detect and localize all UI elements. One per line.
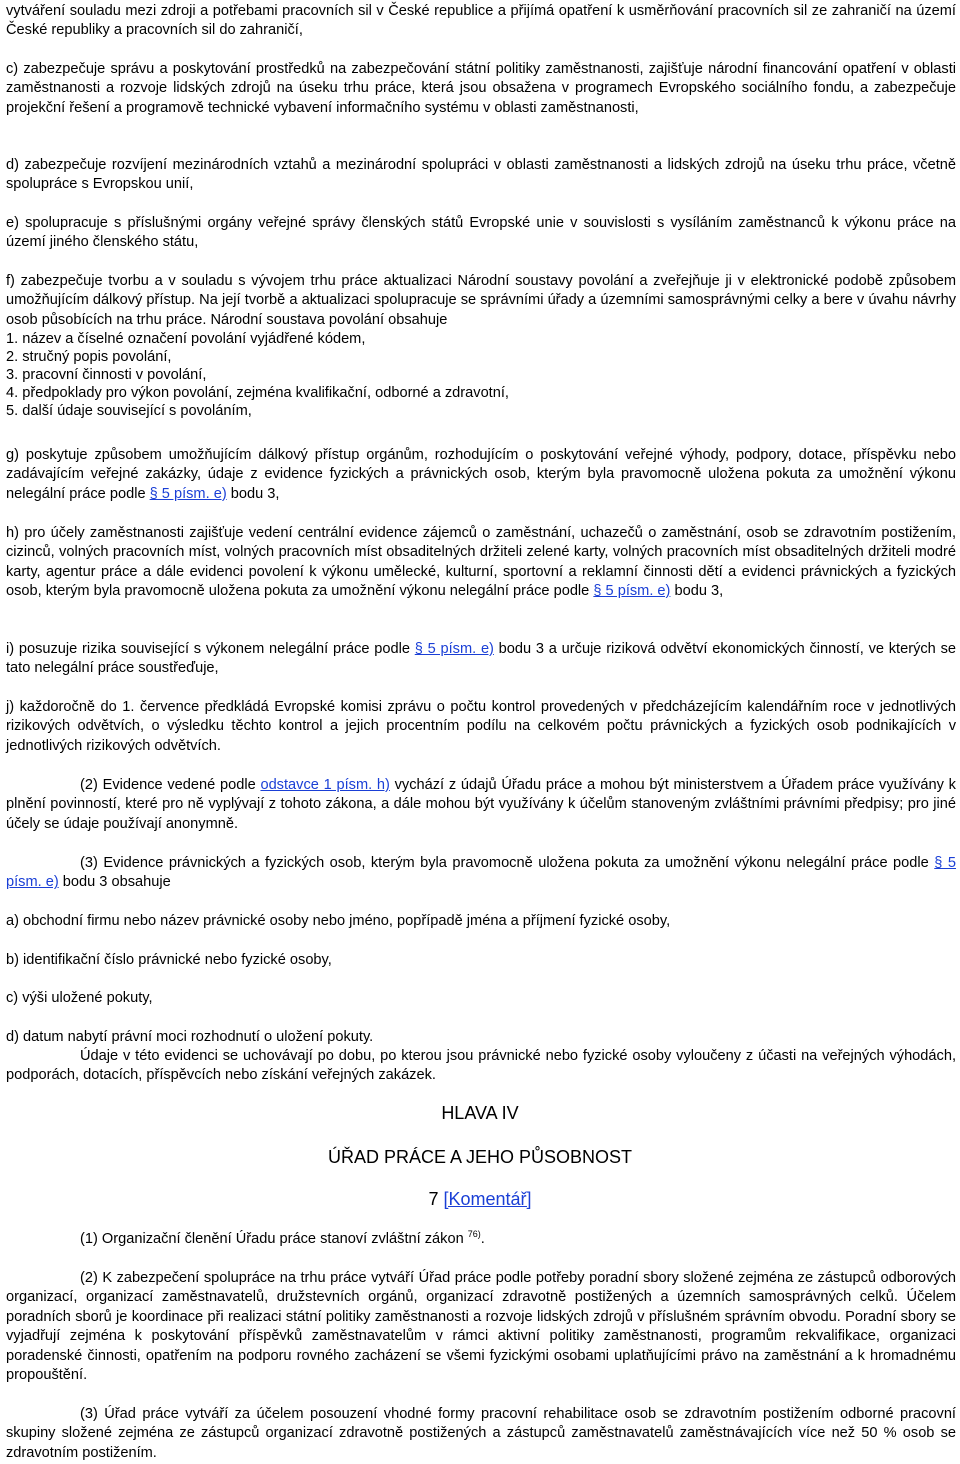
- paragraph-evidence-2: [6, 776, 956, 834]
- chapter-title: ÚŘAD PRÁCE A JEHO PŮSOBNOST: [327, 1147, 633, 1167]
- comment-link[interactable]: [Komentář]: [443, 1189, 532, 1209]
- list-item: 4. předpoklady pro výkon povolání, zejména kvalifikační, odborné a zdravotní,: [6, 385, 509, 401]
- section-5-link[interactable]: § 5 písm. e): [6, 855, 956, 891]
- paragraph-c: c) zabezpečuje správu a poskytování prostředků na zabezpečování státní politiky zaměstnanosti, zajišťuje národní financování opatření v oblasti zaměstnanosti a rozvoje lidských zdrojů na úseku trhu práce, která jsou obsažena v programech Evropského sociálního fondu, a zabezpečuje projekční řešení a programově technické vybavení informačního systému v oblasti zaměstnanosti,: [6, 61, 956, 116]
- footnote-ref[interactable]: 76): [467, 1229, 481, 1240]
- paragraph-evidence-2-text: (2) Evidence vedené podle: [80, 777, 261, 793]
- paragraph-b-continuation: vytváření souladu mezi zdroji a potřebami pracovních sil v České republice a přijímá opatření k usměrňování pracovních sil ze zahraničí na území České republiky a pracovních sil do zahraničí,: [6, 3, 956, 39]
- paragraph-h-text: h) pro účely zaměstnanosti zajišťuje vedení centrální evidence zájemců o zaměstnání, uchazečů o zaměstnání, osob se zdravotním postižením, cizinců, volných pracovních míst, volných pracovních míst obsaditelných držiteli zelené karty, volných pracovních míst obsaditelných držiteli modré karty, agentur práce a dále evidenci povolení k výkonu umělecké, kulturní, sportovní a reklamní činnosti dětí a evidenci právnických a fyzických osob, kterým byla pravomocně uložena pokuta za umožnění výkonu nelegální práce podle: [6, 525, 956, 600]
- paragraph-e: e) spolupracuje s příslušnými orgány veřejné správy členských států Evropské unie v souvislosti s vysíláním zaměstnanců k výkonu práce na území jiného členského státu,: [6, 215, 956, 251]
- section7-paragraph-3: (3) Úřad práce vytváří za účelem posouzení vhodné formy pracovní rehabilitace osob se zdravotním postižením odborné pracovní skupiny složené zejména ze zástupců organizací zdravotně postižených a zástupců zaměstnavatelů zaměstnávajících více než 50 % osob se zdravotním postižením.: [6, 1406, 956, 1461]
- paragraph-i-text: i) posuzuje rizika související s výkonem nelegální práce podle: [6, 641, 410, 657]
- section-number: 7: [428, 1189, 444, 1209]
- section-5-link[interactable]: § 5 písm. e): [414, 641, 494, 657]
- paragraph-retention: Údaje v této evidenci se uchovávají po dobu, po kterou jsou právnické nebo fyzické osoby vyloučeny z účasti na veřejných výhodách, podporách, dotacích, příspěvcích nebo získání veřejných zakázek.: [6, 1048, 956, 1084]
- paragraph-g-end: bodu 3,: [226, 485, 280, 502]
- item-c: c) výši uložené pokuty,: [6, 990, 153, 1006]
- list-item: 1. název a číselné označení povolání vyjádřené kódem,: [6, 331, 366, 347]
- item-d: d) datum nabytí právní moci rozhodnutí o uložení pokuty.: [6, 1029, 374, 1045]
- chapter-heading: HLAVA IV: [441, 1103, 519, 1123]
- list-item: 2. stručný popis povolání,: [6, 349, 172, 365]
- item-b: b) identifikační číslo právnické nebo fyzické osoby,: [6, 952, 332, 968]
- paragraph-h-end: bodu 3,: [670, 583, 724, 600]
- section-heading: [0, 1190, 960, 1209]
- item-a: a) obchodní firmu nebo název právnické osoby nebo jméno, popřípadě jména a příjmení fyzické osoby,: [6, 913, 671, 929]
- paragraph-h: [6, 524, 956, 602]
- paragraph-evidence-2-end: vychází z údajů Úřadu práce a mohou být ministerstvem a Úřadem práce využívány k plnění povinností, které pro ně vyplývají z tohoto zákona, a dále mohou být využívány k účelům stanoveným zvláštními právními předpisy; pro jiné účely se údaje používají anonymně.: [6, 777, 956, 832]
- list-item: 5. další údaje související s povoláním,: [6, 403, 252, 419]
- section7-paragraph-1-text: (1) Organizační členění Úřadu práce stanoví zvláštní zákon: [80, 1231, 464, 1247]
- paragraph-d: d) zabezpečuje rozvíjení mezinárodních vztahů a mezinárodní spolupráci v oblasti zaměstnanosti a lidských zdrojů na úseku trhu práce, včetně spolupráce s Evropskou unií,: [6, 157, 956, 193]
- section7-paragraph-2: (2) K zabezpečení spolupráce na trhu práce vytváří Úřad práce podle potřeby poradní sbory složené zejména ze zástupců odborových organizací, organizací zaměstnavatelů, družstevních orgánů, organizací zdravotně postižených a územních samosprávných celků. Účelem poradních sborů je koordinace při realizaci státní politiky zaměstnanosti a rozvoje lidských zdrojů v příslušném správním obvodu. Poradní sbory se vyjadřují zejména k poskytování příspěvků zaměstnavatelům v rámci aktivní politiky zaměstnanosti, programům rekvalifikace, organizaci poradenské činnosti, opatřením na podporu rovného zacházení se všemi fyzickými osobami uplatňujícími právo na zaměstnání a k hromadnému propouštění.: [6, 1270, 956, 1384]
- section-5-link[interactable]: § 5 písm. e): [593, 583, 671, 600]
- section-5-link[interactable]: § 5 písm. e): [149, 485, 227, 502]
- paragraph-i: [6, 640, 956, 679]
- paragraph-evidence-3-end: bodu 3 obsahuje: [58, 874, 171, 891]
- paragraph-evidence-3-text: (3) Evidence právnických a fyzických osob, kterým byla pravomocně uložena pokuta za umožnění výkonu nelegální práce podle: [80, 855, 929, 871]
- paragraph-j: j) každoročně do 1. července předkládá Evropské komisi zprávu o počtu kontrol provedených v předcházejícím kalendářním roce v jednotlivých rizikových odvětvích, o výsledku těchto kontrol a jejich procentním podílu na celkovém počtu právnických a fyzických osob podnikajících v jednotlivých rizikových odvětvích.: [6, 699, 956, 754]
- section7-paragraph-1: [6, 1230, 956, 1249]
- paragraph-i-end: bodu 3 a určuje riziková odvětví ekonomických činností, ve kterých se tato nelegální práce soustřeďuje,: [6, 641, 956, 677]
- paragraph-g-text: g) poskytuje způsobem umožňujícím dálkový přístup orgánům, rozhodujícím o poskytování veřejné výhody, podpory, dotace, příspěvku nebo zadávajícím veřejné zakázky, údaje z evidence fyzických a právnických osob, kterým byla pravomocně uložena pokuta za umožnění výkonu nelegální práce podle: [6, 447, 956, 502]
- section7-paragraph-1-end: .: [480, 1231, 485, 1247]
- list-item: 3. pracovní činnosti v povolání,: [6, 367, 207, 383]
- paragraph-g: [6, 446, 956, 504]
- paragraph-evidence-3: [6, 854, 956, 893]
- odstavce-1-link[interactable]: odstavce 1 písm. h): [260, 777, 390, 793]
- paragraph-f: f) zabezpečuje tvorbu a v souladu s vývojem trhu práce aktualizaci Národní soustavy povolání a zveřejňuje ji v elektronické podobě způsobem umožňujícím dálkový přístup. Na její tvorbě a aktualizaci spolupracuje se správními úřady a územními samosprávnými celky a bere v úvahu návrhy osob působících na trhu práce. Národní soustava povolání obsahuje: [6, 273, 956, 328]
- occupation-list: [6, 330, 956, 420]
